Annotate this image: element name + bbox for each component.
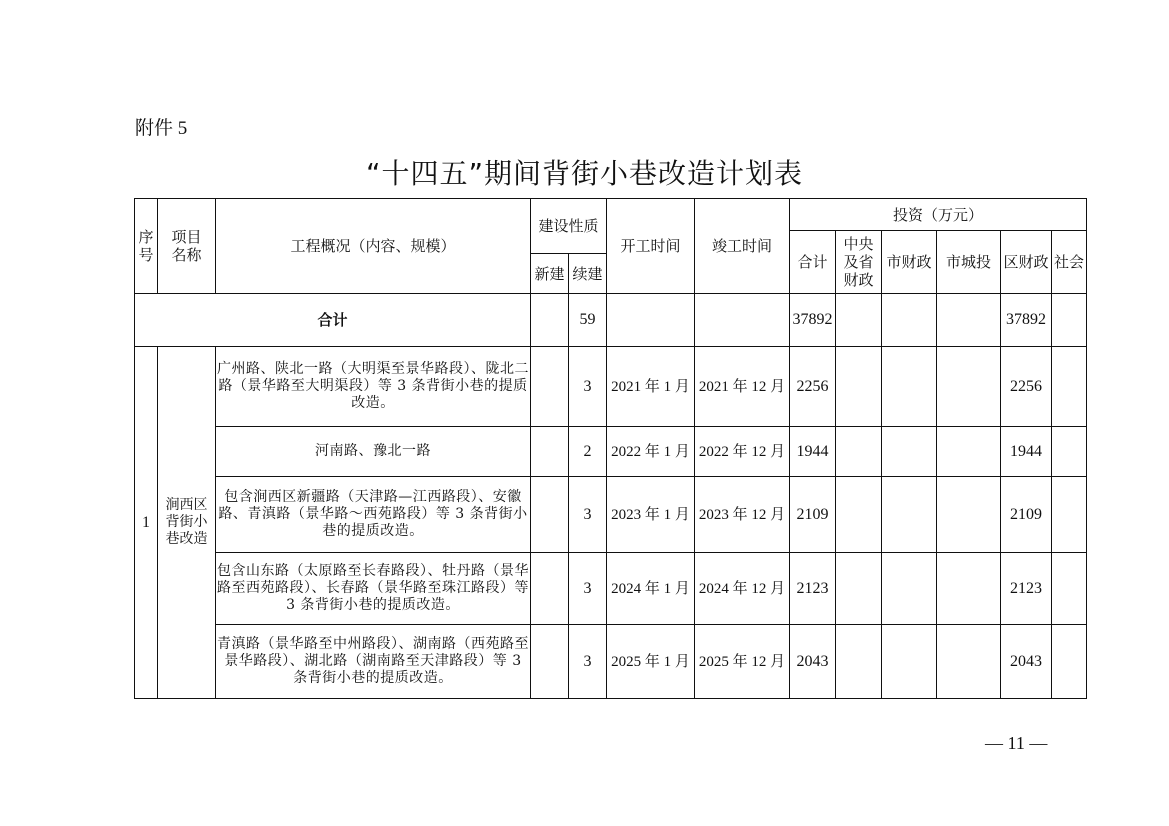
header-inv-city-invest: 市城投 bbox=[937, 231, 1001, 294]
row-inv-city-finance bbox=[882, 477, 937, 553]
header-inv-society: 社会 bbox=[1052, 231, 1087, 294]
row-inv-central bbox=[836, 347, 882, 427]
row-inv-total: 2123 bbox=[790, 553, 836, 625]
summary-inv-city-invest bbox=[937, 294, 1001, 347]
summary-inv-city-finance bbox=[882, 294, 937, 347]
summary-row bbox=[135, 294, 1087, 347]
table-row bbox=[135, 477, 1087, 553]
row-end-time: 2022 年 12 月 bbox=[695, 427, 790, 477]
table-row bbox=[135, 347, 1087, 427]
summary-label: 合计 bbox=[135, 294, 531, 347]
row-inv-city-finance bbox=[882, 347, 937, 427]
row-inv-total: 2256 bbox=[790, 347, 836, 427]
header-inv-district: 区财政 bbox=[1001, 231, 1052, 294]
row-inv-total: 2109 bbox=[790, 477, 836, 553]
row-inv-society bbox=[1052, 347, 1087, 427]
row-overview: 包含山东路（太原路至长春路段）、牡丹路（景华路至西苑路段）、长春路（景华路至珠江路段）等 3 条背街小巷的提质改造。 bbox=[216, 553, 531, 625]
row-end-time: 2021 年 12 月 bbox=[695, 347, 790, 427]
header-nature: 建设性质 bbox=[531, 199, 607, 254]
row-inv-city-invest bbox=[937, 347, 1001, 427]
row-new-build bbox=[531, 477, 569, 553]
row-overview: 广州路、陕北一路（大明渠至景华路段）、陇北二路（景华路至大明渠段）等 3 条背街小巷的提质改造。 bbox=[216, 347, 531, 427]
summary-continue-build: 59 bbox=[569, 294, 607, 347]
row-inv-district: 2109 bbox=[1001, 477, 1052, 553]
summary-inv-society bbox=[1052, 294, 1087, 347]
row-overview: 河南路、豫北一路 bbox=[216, 427, 531, 477]
row-inv-city-invest bbox=[937, 553, 1001, 625]
row-inv-society bbox=[1052, 477, 1087, 553]
header-overview: 工程概况（内容、规模） bbox=[216, 199, 531, 294]
row-new-build bbox=[531, 625, 569, 699]
summary-inv-total: 37892 bbox=[790, 294, 836, 347]
page-title: “十四五”期间背街小巷改造计划表 bbox=[365, 157, 803, 190]
row-inv-city-invest bbox=[937, 427, 1001, 477]
plan-table bbox=[134, 198, 1087, 699]
row-inv-city-invest bbox=[937, 625, 1001, 699]
row-continue-build: 3 bbox=[569, 347, 607, 427]
summary-new-build bbox=[531, 294, 569, 347]
header-project-name: 项目名称 bbox=[158, 199, 216, 294]
attachment-label: 附件 5 bbox=[135, 118, 188, 139]
row-continue-build: 3 bbox=[569, 625, 607, 699]
row-inv-society bbox=[1052, 553, 1087, 625]
row-start-time: 2021 年 1 月 bbox=[607, 347, 695, 427]
header-investment: 投资（万元） bbox=[790, 199, 1087, 231]
row-inv-central bbox=[836, 625, 882, 699]
row-continue-build: 2 bbox=[569, 427, 607, 477]
header-continue-build: 续建 bbox=[569, 254, 607, 294]
row-inv-city-finance bbox=[882, 625, 937, 699]
row-inv-city-finance bbox=[882, 427, 937, 477]
row-start-time: 2022 年 1 月 bbox=[607, 427, 695, 477]
header-inv-central: 中央及省财政 bbox=[836, 231, 882, 294]
row-inv-central bbox=[836, 477, 882, 553]
row-continue-build: 3 bbox=[569, 553, 607, 625]
header-inv-total: 合计 bbox=[790, 231, 836, 294]
row-end-time: 2024 年 12 月 bbox=[695, 553, 790, 625]
project-seq: 1 bbox=[135, 347, 158, 699]
row-inv-district: 2123 bbox=[1001, 553, 1052, 625]
row-end-time: 2023 年 12 月 bbox=[695, 477, 790, 553]
row-inv-society bbox=[1052, 427, 1087, 477]
row-new-build bbox=[531, 427, 569, 477]
row-inv-city-finance bbox=[882, 553, 937, 625]
summary-inv-district: 37892 bbox=[1001, 294, 1052, 347]
row-inv-district: 1944 bbox=[1001, 427, 1052, 477]
table-row bbox=[135, 427, 1087, 477]
row-start-time: 2025 年 1 月 bbox=[607, 625, 695, 699]
row-inv-total: 2043 bbox=[790, 625, 836, 699]
summary-end bbox=[695, 294, 790, 347]
page-number: — 11 — bbox=[985, 733, 1048, 753]
row-new-build bbox=[531, 553, 569, 625]
row-new-build bbox=[531, 347, 569, 427]
header-start-time: 开工时间 bbox=[607, 199, 695, 294]
header-inv-city-finance: 市财政 bbox=[882, 231, 937, 294]
project-name: 涧西区背街小巷改造 bbox=[158, 347, 216, 699]
row-end-time: 2025 年 12 月 bbox=[695, 625, 790, 699]
row-inv-central bbox=[836, 427, 882, 477]
header-seq: 序号 bbox=[135, 199, 158, 294]
row-inv-total: 1944 bbox=[790, 427, 836, 477]
row-start-time: 2023 年 1 月 bbox=[607, 477, 695, 553]
row-inv-city-invest bbox=[937, 477, 1001, 553]
header-end-time: 竣工时间 bbox=[695, 199, 790, 294]
row-start-time: 2024 年 1 月 bbox=[607, 553, 695, 625]
header-new-build: 新建 bbox=[531, 254, 569, 294]
row-overview: 包含涧西区新疆路（天津路—江西路段）、安徽路、青滇路（景华路～西苑路段）等 3 条背街小巷的提质改造。 bbox=[216, 477, 531, 553]
row-inv-district: 2043 bbox=[1001, 625, 1052, 699]
row-overview: 青滇路（景华路至中州路段）、湖南路（西苑路至景华路段）、湖北路（湖南路至天津路段）等 3 条背街小巷的提质改造。 bbox=[216, 625, 531, 699]
table-row bbox=[135, 625, 1087, 699]
row-inv-society bbox=[1052, 625, 1087, 699]
summary-inv-central bbox=[836, 294, 882, 347]
row-continue-build: 3 bbox=[569, 477, 607, 553]
row-inv-central bbox=[836, 553, 882, 625]
row-inv-district: 2256 bbox=[1001, 347, 1052, 427]
summary-start bbox=[607, 294, 695, 347]
table-row bbox=[135, 553, 1087, 625]
